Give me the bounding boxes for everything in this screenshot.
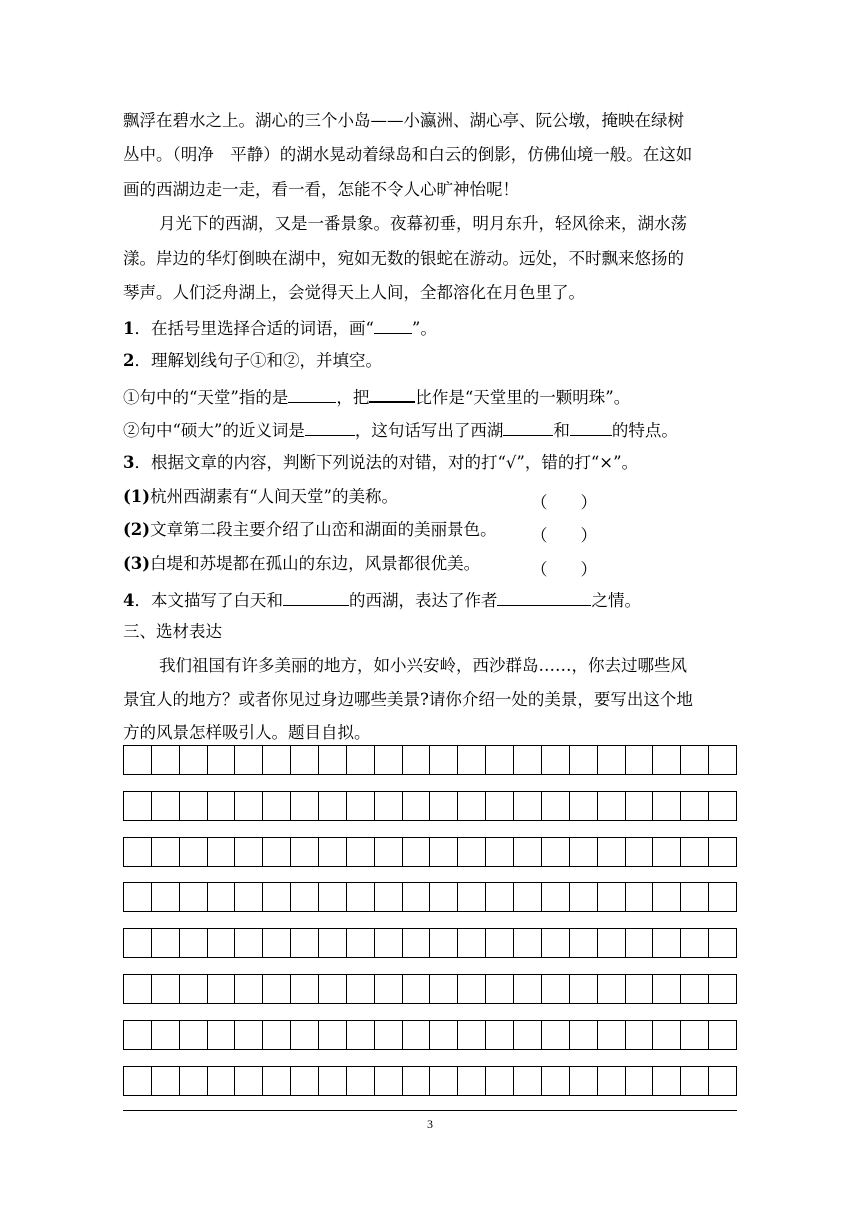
grid-cell[interactable] [208,838,236,867]
grid-cell[interactable] [152,883,180,912]
grid-cell[interactable] [235,838,263,867]
grid-cell[interactable] [626,975,654,1004]
grid-cell[interactable] [263,883,291,912]
grid-cell[interactable] [570,792,598,821]
passage-line: 丛中。（明净 平静）的湖水晃动着绿岛和白云的倒影，仿佛仙境一般。在这如 [123,145,693,164]
grid-cell[interactable] [653,838,681,867]
grid-cell[interactable] [458,792,486,821]
grid-cell[interactable] [653,792,681,821]
judgement-item: (1)杭州西湖素有“人间天堂”的美称。 [123,487,398,506]
grid-cell[interactable] [403,1021,431,1050]
grid-cell[interactable] [124,792,152,821]
grid-cell[interactable] [709,883,737,912]
grid-cell[interactable] [235,746,263,775]
section-title: 三、选材表达 [123,622,222,641]
grid-cell[interactable] [291,1021,319,1050]
grid-cell[interactable] [263,1021,291,1050]
grid-cell[interactable] [319,792,347,821]
grid-cell[interactable] [430,1021,458,1050]
grid-cell[interactable] [430,883,458,912]
grid-cell[interactable] [514,883,542,912]
grid-cell[interactable] [291,975,319,1004]
grid-cell[interactable] [347,975,375,1004]
answer-blank[interactable] [369,387,415,403]
grid-cell[interactable] [208,792,236,821]
grid-cell[interactable] [347,1021,375,1050]
grid-cell[interactable] [681,792,709,821]
grid-cell[interactable] [208,883,236,912]
question-number: 1 [123,319,135,338]
grid-cell[interactable] [347,746,375,775]
grid-cell[interactable] [291,838,319,867]
grid-cell[interactable] [208,929,236,958]
answer-parentheses[interactable]: （ ） [531,526,597,545]
passage-line: 漾。岸边的华灯倒映在湖中，宛如无数的银蛇在游动。远处，不时飘来悠扬的 [123,249,684,268]
grid-cell[interactable] [152,975,180,1004]
grid-cell[interactable] [653,929,681,958]
grid-cell[interactable] [375,975,403,1004]
passage-line: 画的西湖边走一走，看一看，怎能不令人心旷神怡呢！ [123,180,519,199]
grid-cell[interactable] [319,746,347,775]
grid-cell[interactable] [458,838,486,867]
grid-cell[interactable] [709,838,737,867]
grid-cell[interactable] [626,883,654,912]
grid-cell[interactable] [542,792,570,821]
grid-cell[interactable] [235,975,263,1004]
question-2-item-b: ②句中“硕大”的近义词是 ，这句话写出了西湖 和 的特点。 [123,421,678,440]
question-number: 4 [123,591,135,610]
grid-cell[interactable] [458,883,486,912]
grid-cell[interactable] [514,838,542,867]
answer-blank[interactable] [570,421,612,436]
grid-cell[interactable] [486,1067,514,1096]
grid-cell[interactable] [514,975,542,1004]
grid-cell[interactable] [514,929,542,958]
grid-cell[interactable] [235,883,263,912]
grid-cell[interactable] [514,1067,542,1096]
answer-blank[interactable] [497,591,591,606]
grid-cell[interactable] [124,1067,152,1096]
grid-cell[interactable] [347,883,375,912]
grid-cell[interactable] [208,1067,236,1096]
grid-cell[interactable] [263,746,291,775]
grid-cell[interactable] [486,1021,514,1050]
grid-cell[interactable] [458,746,486,775]
grid-cell[interactable] [681,929,709,958]
question-1: 1．在括号里选择合适的词语，画“ ”。 [123,319,437,338]
grid-cell[interactable] [486,975,514,1004]
grid-cell[interactable] [124,929,152,958]
grid-cell[interactable] [626,1067,654,1096]
grid-cell[interactable] [570,883,598,912]
grid-cell[interactable] [598,1067,626,1096]
grid-cell[interactable] [598,1021,626,1050]
grid-cell[interactable] [458,1067,486,1096]
grid-cell[interactable] [347,929,375,958]
grid-cell[interactable] [514,792,542,821]
grid-cell[interactable] [709,746,737,775]
grid-cell[interactable] [430,1067,458,1096]
answer-blank[interactable] [283,591,349,606]
grid-cell[interactable] [626,746,654,775]
grid-cell[interactable] [124,746,152,775]
grid-cell[interactable] [124,1021,152,1050]
grid-cell[interactable] [709,1021,737,1050]
grid-cell[interactable] [291,929,319,958]
grid-cell[interactable] [180,883,208,912]
question-number: 3 [123,453,135,472]
grid-cell[interactable] [542,1067,570,1096]
grid-cell[interactable] [626,929,654,958]
grid-cell[interactable] [626,1021,654,1050]
grid-cell[interactable] [570,929,598,958]
grid-cell[interactable] [514,1021,542,1050]
grid-cell[interactable] [458,1021,486,1050]
answer-blank[interactable] [374,319,412,334]
grid-cell[interactable] [430,838,458,867]
question-2: 2．理解划线句子①和②，并填空。 [123,351,382,370]
grid-cell[interactable] [709,792,737,821]
passage-line: 月光下的西湖，又是一番景象。夜幕初垂，明月东升，轻风徐来，湖水荡 [159,214,687,233]
grid-cell[interactable] [235,1067,263,1096]
answer-parentheses[interactable]: （ ） [531,560,597,579]
grid-cell[interactable] [430,929,458,958]
grid-cell[interactable] [403,975,431,1004]
grid-cell[interactable] [430,792,458,821]
grid-cell[interactable] [180,792,208,821]
grid-cell[interactable] [542,929,570,958]
question-number: 2 [123,351,135,370]
grid-cell[interactable] [598,792,626,821]
grid-cell[interactable] [291,1067,319,1096]
grid-cell[interactable] [263,838,291,867]
grid-cell[interactable] [263,929,291,958]
grid-cell[interactable] [681,1021,709,1050]
question-2-item-a: ①句中的“天堂”指的是 ，把 比作是“天堂里的一颗明珠”。 [123,388,631,407]
answer-parentheses[interactable]: （ ） [531,493,597,512]
grid-cell[interactable] [430,746,458,775]
grid-row [123,974,737,1004]
grid-cell[interactable] [291,883,319,912]
grid-cell[interactable] [681,883,709,912]
answer-blank[interactable] [288,388,336,403]
grid-cell[interactable] [235,1021,263,1050]
grid-cell[interactable] [319,929,347,958]
grid-cell[interactable] [681,746,709,775]
grid-cell[interactable] [653,1067,681,1096]
grid-cell[interactable] [375,1067,403,1096]
grid-cell[interactable] [570,1021,598,1050]
grid-cell[interactable] [208,746,236,775]
grid-cell[interactable] [403,746,431,775]
grid-cell[interactable] [598,838,626,867]
grid-cell[interactable] [653,1021,681,1050]
grid-cell[interactable] [570,746,598,775]
grid-row [123,882,737,912]
grid-row [123,1020,737,1050]
grid-cell[interactable] [486,792,514,821]
grid-cell[interactable] [598,883,626,912]
grid-cell[interactable] [570,975,598,1004]
prompt-line: 景宜人的地方？或者你见过身边哪些美景?请你介绍一处的美景，要写出这个地 [123,690,693,709]
grid-cell[interactable] [542,883,570,912]
grid-cell[interactable] [319,1067,347,1096]
prompt-line: 方的风景怎样吸引人。题目自拟。 [123,723,371,742]
grid-cell[interactable] [598,975,626,1004]
grid-cell[interactable] [403,838,431,867]
grid-cell[interactable] [319,838,347,867]
grid-cell[interactable] [263,975,291,1004]
grid-cell[interactable] [458,929,486,958]
grid-cell[interactable] [375,746,403,775]
grid-cell[interactable] [653,975,681,1004]
grid-cell[interactable] [709,1067,737,1096]
grid-cell[interactable] [180,975,208,1004]
grid-cell[interactable] [681,975,709,1004]
grid-cell[interactable] [375,929,403,958]
footer-divider [123,1110,737,1111]
grid-row [123,1066,737,1096]
grid-cell[interactable] [180,746,208,775]
grid-cell[interactable] [152,838,180,867]
grid-cell[interactable] [486,883,514,912]
grid-cell[interactable] [403,929,431,958]
grid-row [123,928,737,958]
grid-cell[interactable] [347,792,375,821]
grid-cell[interactable] [208,1021,236,1050]
grid-cell[interactable] [180,1067,208,1096]
grid-cell[interactable] [542,975,570,1004]
prompt-line: 我们祖国有许多美丽的地方，如小兴安岭，西沙群岛……，你去过哪些风 [159,656,687,675]
grid-cell[interactable] [626,838,654,867]
grid-cell[interactable] [375,1021,403,1050]
grid-cell[interactable] [319,883,347,912]
grid-cell[interactable] [152,792,180,821]
grid-cell[interactable] [626,792,654,821]
grid-cell[interactable] [542,838,570,867]
grid-cell[interactable] [486,838,514,867]
grid-cell[interactable] [375,883,403,912]
grid-cell[interactable] [319,1021,347,1050]
judgement-item: (3)白堤和苏堤都在孤山的东边，风景都很优美。 [123,554,481,573]
grid-cell[interactable] [542,1021,570,1050]
grid-cell[interactable] [542,746,570,775]
answer-blank[interactable] [305,421,355,436]
grid-cell[interactable] [403,883,431,912]
grid-cell[interactable] [124,838,152,867]
page-number: 3 [427,1117,433,1131]
grid-cell[interactable] [653,883,681,912]
grid-cell[interactable] [180,1021,208,1050]
grid-cell[interactable] [152,746,180,775]
grid-cell[interactable] [570,1067,598,1096]
grid-cell[interactable] [124,975,152,1004]
question-4: 4．本文描写了白天和 的西湖，表达了作者 之情。 [123,591,641,610]
grid-cell[interactable] [486,929,514,958]
grid-row [123,745,737,775]
grid-cell[interactable] [180,929,208,958]
grid-cell[interactable] [709,929,737,958]
grid-cell[interactable] [291,792,319,821]
question-3: 3．根据文章的内容，判断下列说法的对错，对的打“√”，错的打“×”。 [123,453,639,472]
grid-cell[interactable] [208,975,236,1004]
passage-line: 飘浮在碧水之上。湖心的三个小岛——小瀛洲、湖心亭、阮公墩，掩映在绿树 [123,111,684,130]
grid-cell[interactable] [347,838,375,867]
grid-cell[interactable] [124,883,152,912]
grid-cell[interactable] [152,929,180,958]
grid-cell[interactable] [180,838,208,867]
grid-cell[interactable] [347,1067,375,1096]
grid-cell[interactable] [598,929,626,958]
grid-cell[interactable] [430,975,458,1004]
grid-cell[interactable] [681,838,709,867]
answer-blank[interactable] [503,421,553,436]
grid-cell[interactable] [152,1067,180,1096]
grid-cell[interactable] [403,792,431,821]
grid-cell[interactable] [263,792,291,821]
grid-cell[interactable] [319,975,347,1004]
grid-cell[interactable] [514,746,542,775]
grid-row [123,791,737,821]
grid-row [123,837,737,867]
passage-line: 琴声。人们泛舟湖上，会觉得天上人间，全都溶化在月色里了。 [123,283,585,302]
grid-cell[interactable] [403,1067,431,1096]
grid-cell[interactable] [263,1067,291,1096]
grid-cell[interactable] [375,838,403,867]
grid-cell[interactable] [598,746,626,775]
grid-cell[interactable] [570,838,598,867]
judgement-item: (2)文章第二段主要介绍了山峦和湖面的美丽景色。 [123,520,497,539]
grid-cell[interactable] [375,792,403,821]
grid-cell[interactable] [486,746,514,775]
grid-cell[interactable] [653,746,681,775]
grid-cell[interactable] [235,792,263,821]
grid-cell[interactable] [458,975,486,1004]
grid-cell[interactable] [709,975,737,1004]
grid-cell[interactable] [235,929,263,958]
grid-cell[interactable] [681,1067,709,1096]
grid-cell[interactable] [291,746,319,775]
grid-cell[interactable] [152,1021,180,1050]
